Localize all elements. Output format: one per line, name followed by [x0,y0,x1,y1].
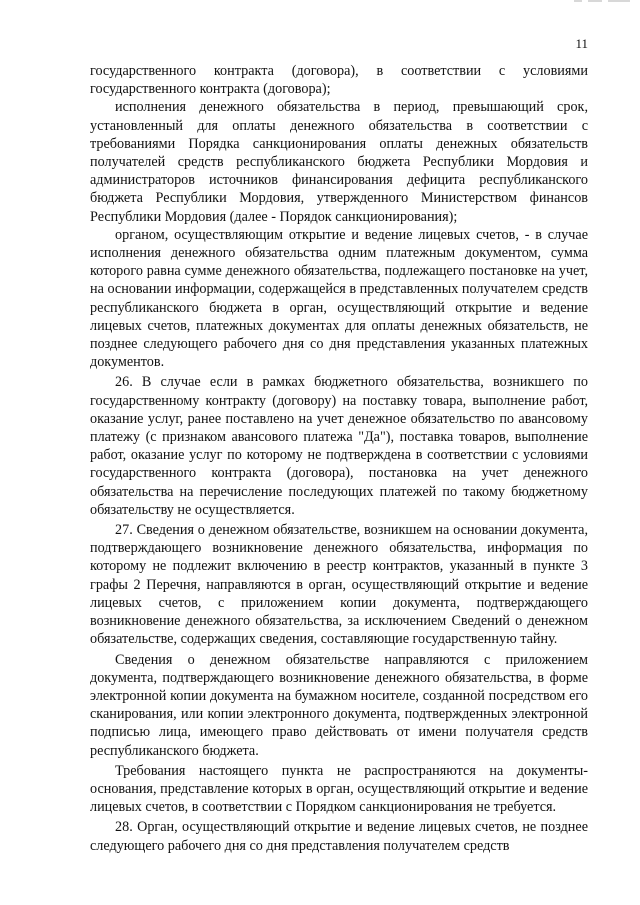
scan-artifact [574,0,634,3]
paragraph-contract-conditions: государственного контракта (договора), в соответствии с условиями государственного контракта (договора); [90,63,588,98]
paragraph-item-28: 28. Орган, осуществляющий открытие и ведение лицевых счетов, не позднее следующего рабочего дня со дня представления получателем средств [90,819,588,854]
paragraph-payment-period: исполнения денежного обязательства в период, превышающий срок, установленный для оплаты денежного обязательства в соответствии с требованиями Порядка санкционирования оплаты денежных обязательств получателей средств республиканского бюджета Республики Мордовия и администраторов источников финансирования дефицита республиканского бюджета Республики Мордовия, утвержденного Министерством финансов Республики Мордовия (далее - Порядок санкционирования); [90,99,588,225]
paragraph-obligation-info: Сведения о денежном обязательстве направляются с приложением документа, подтверждающего возникновение денежного обязательства, в форме электронной копии документа на бумажном носителе, созданной посредством его сканирования, или копии электронного документа, подтвержденных электронной подписью лица, имеющего право действовать от имени получателя средств республиканского бюджета. [90,651,588,759]
paragraph-requirements-exception: Требования настоящего пункта не распространяются на документы-основания, представление которых в орган, осуществляющий открытие и ведение лицевых счетов, в соответствии с Порядком санкционирования не требуется. [90,762,588,816]
page-number: 11 [575,36,588,51]
paragraph-item-26: 26. В случае если в рамках бюджетного обязательства, возникшего по государственному контракту (договору) на поставку товара, выполнение работ, оказание услуг, ранее поставлено на учет денежное обязательство по авансовому платежу (с признаком авансового платежа "Да"), поставка товаров, выполнение работ, оказание услуг по которому не подтверждена в соответствии с условиями государственного контракта (договора), постановка на учет денежного обязательства на перечисление последующих платежей по такому бюджетному обязательству не осуществляется. [90,374,588,518]
paragraph-accounts-authority: органом, осуществляющим открытие и ведение лицевых счетов, - в случае исполнения денежного обязательства одним платежным документом, сумма которого равна сумме денежного обязательства, подлежащего постановке на учет, на основании информации, содержащейся в представленных получателем средств республиканского бюджета в орган, осуществляющий открытие и ведение лицевых счетов, платежных документах для оплаты денежных обязательств, не позднее следующего рабочего дня со дня представления указанных платежных документов. [90,226,588,371]
document-body [90,62,588,855]
paragraph-item-27: 27. Сведения о денежном обязательстве, возникшем на основании документа, подтверждающего возникновение денежного обязательства, информация по которому не подлежит включению в реестр контрактов, указанный в пункте 3 графы 2 Перечня, направляются в орган, осуществляющий открытие и ведение лицевых счетов, с приложением копии документа, подтверждающего возникновение денежного обязательства, за исключением Сведений о денежном обязательстве, содержащих сведения, составляющие государственную тайну. [90,522,588,648]
